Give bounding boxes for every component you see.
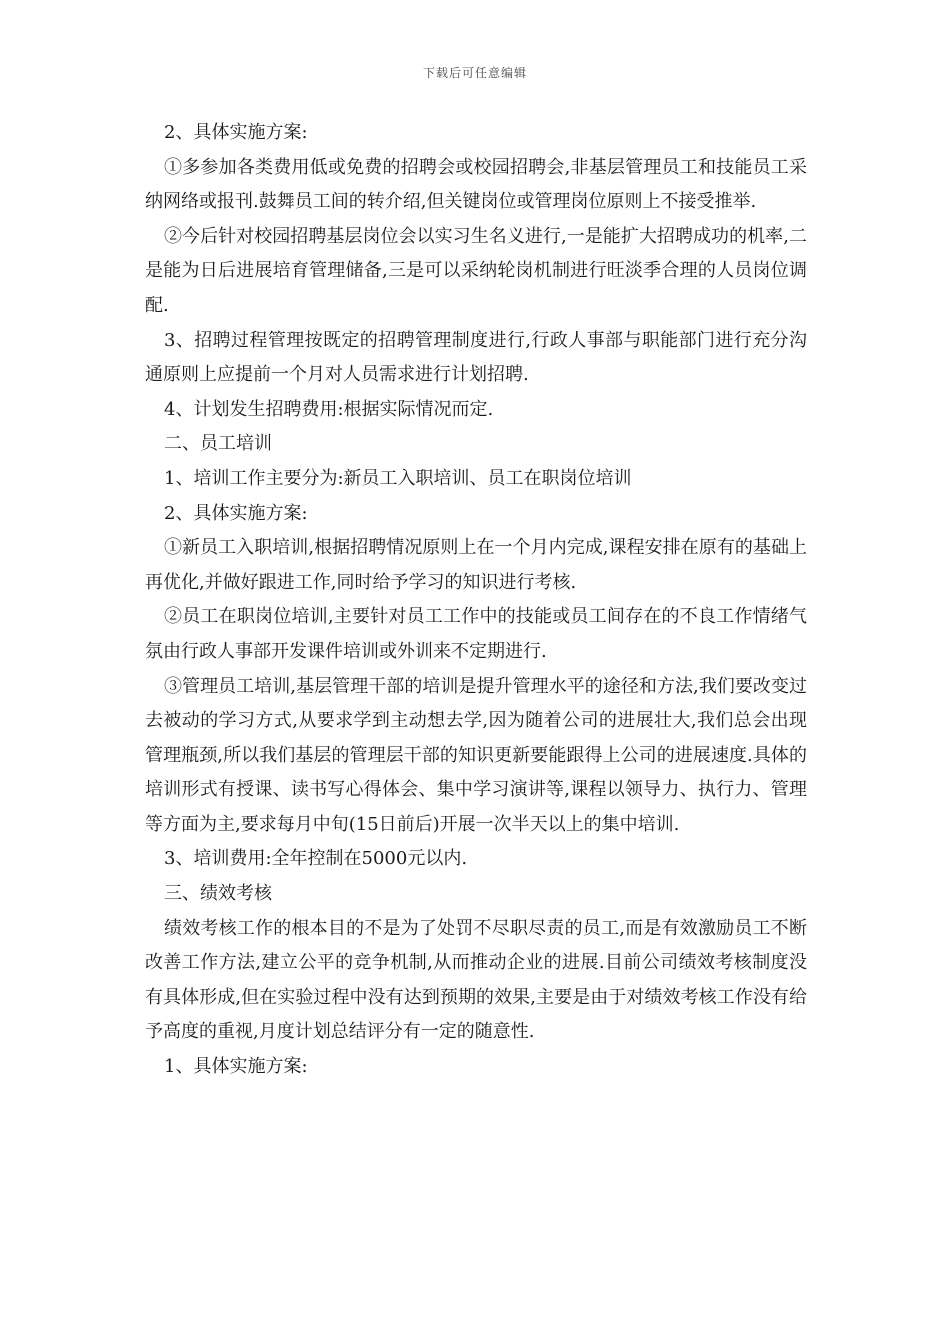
- paragraph-training-item-3: ③管理员工培训,基层管理干部的培训是提升管理水平的途径和方法,我们要改变过去被动的学习方式,从要求学到主动想去学,因为随着公司的进展壮大,我们总会出现管理瓶颈,所以我们基层的管理层干部的知识更新要能跟得上公司的进展速度.具体的培训形式有授课、读书写心得体会、集中学习演讲等,课程以领导力、执行力、管理等方面为主,要求每月中旬(15日前后)开展一次半天以上的集中培训.: [145, 675, 807, 835]
- paragraph-performance-plan-heading: 1、具体实施方案:: [164, 1056, 308, 1078]
- paragraph-training-types: 1、培训工作主要分为:新员工入职培训、员工在职岗位培训: [164, 467, 632, 489]
- document-body: [145, 116, 807, 1085]
- paragraph-recruit-plan-heading: 2、具体实施方案:: [164, 122, 308, 143]
- section-heading-performance: 三、绩效考核: [164, 883, 272, 905]
- paragraph-recruit-cost: 4、计划发生招聘费用:根据实际情况而定.: [164, 398, 494, 420]
- section-heading-training: 二、员工培训: [164, 433, 272, 455]
- paragraph-training-cost: 3、培训费用:全年控制在5000元以内.: [164, 848, 468, 870]
- paragraph-recruit-item-2: ②今后针对校园招聘基层岗位会以实习生名义进行,一是能扩大招聘成功的机率,二是能为日后进展培育管理储备,三是可以采纳轮岗机制进行旺淡季合理的人员岗位调配.: [145, 225, 807, 316]
- paragraph-training-plan-heading: 2、具体实施方案:: [164, 502, 308, 524]
- paragraph-recruit-process: 3、招聘过程管理按既定的招聘管理制度进行,行政人事部与职能部门进行充分沟通原则上应提前一个月对人员需求进行计划招聘.: [145, 329, 807, 386]
- page-header-note: 下载后可任意编辑: [422, 66, 527, 80]
- paragraph-performance-intro: 绩效考核工作的根本目的不是为了处罚不尽职尽责的员工,而是有效激励员工不断改善工作方法,建立公平的竞争机制,从而推动企业的进展.目前公司绩效考核制度没有具体形成,但在实验过程中没有达到预期的效果,主要是由于对绩效考核工作没有给予高度的重视,月度计划总结评分有一定的随意性.: [145, 917, 807, 1043]
- paragraph-recruit-item-1: ①多参加各类费用低或免费的招聘会或校园招聘会,非基层管理员工和技能员工采纳网络或报刊.鼓舞员工间的转介绍,但关键岗位或管理岗位原则上不接受推举.: [145, 156, 807, 213]
- paragraph-training-item-1: ①新员工入职培训,根据招聘情况原则上在一个月内完成,课程安排在原有的基础上再优化,并做好跟进工作,同时给予学习的知识进行考核.: [145, 537, 807, 593]
- paragraph-training-item-2: ②员工在职岗位培训,主要针对员工工作中的技能或员工间存在的不良工作情绪气氛由行政人事部开发课件培训或外训来不定期进行.: [145, 606, 807, 662]
